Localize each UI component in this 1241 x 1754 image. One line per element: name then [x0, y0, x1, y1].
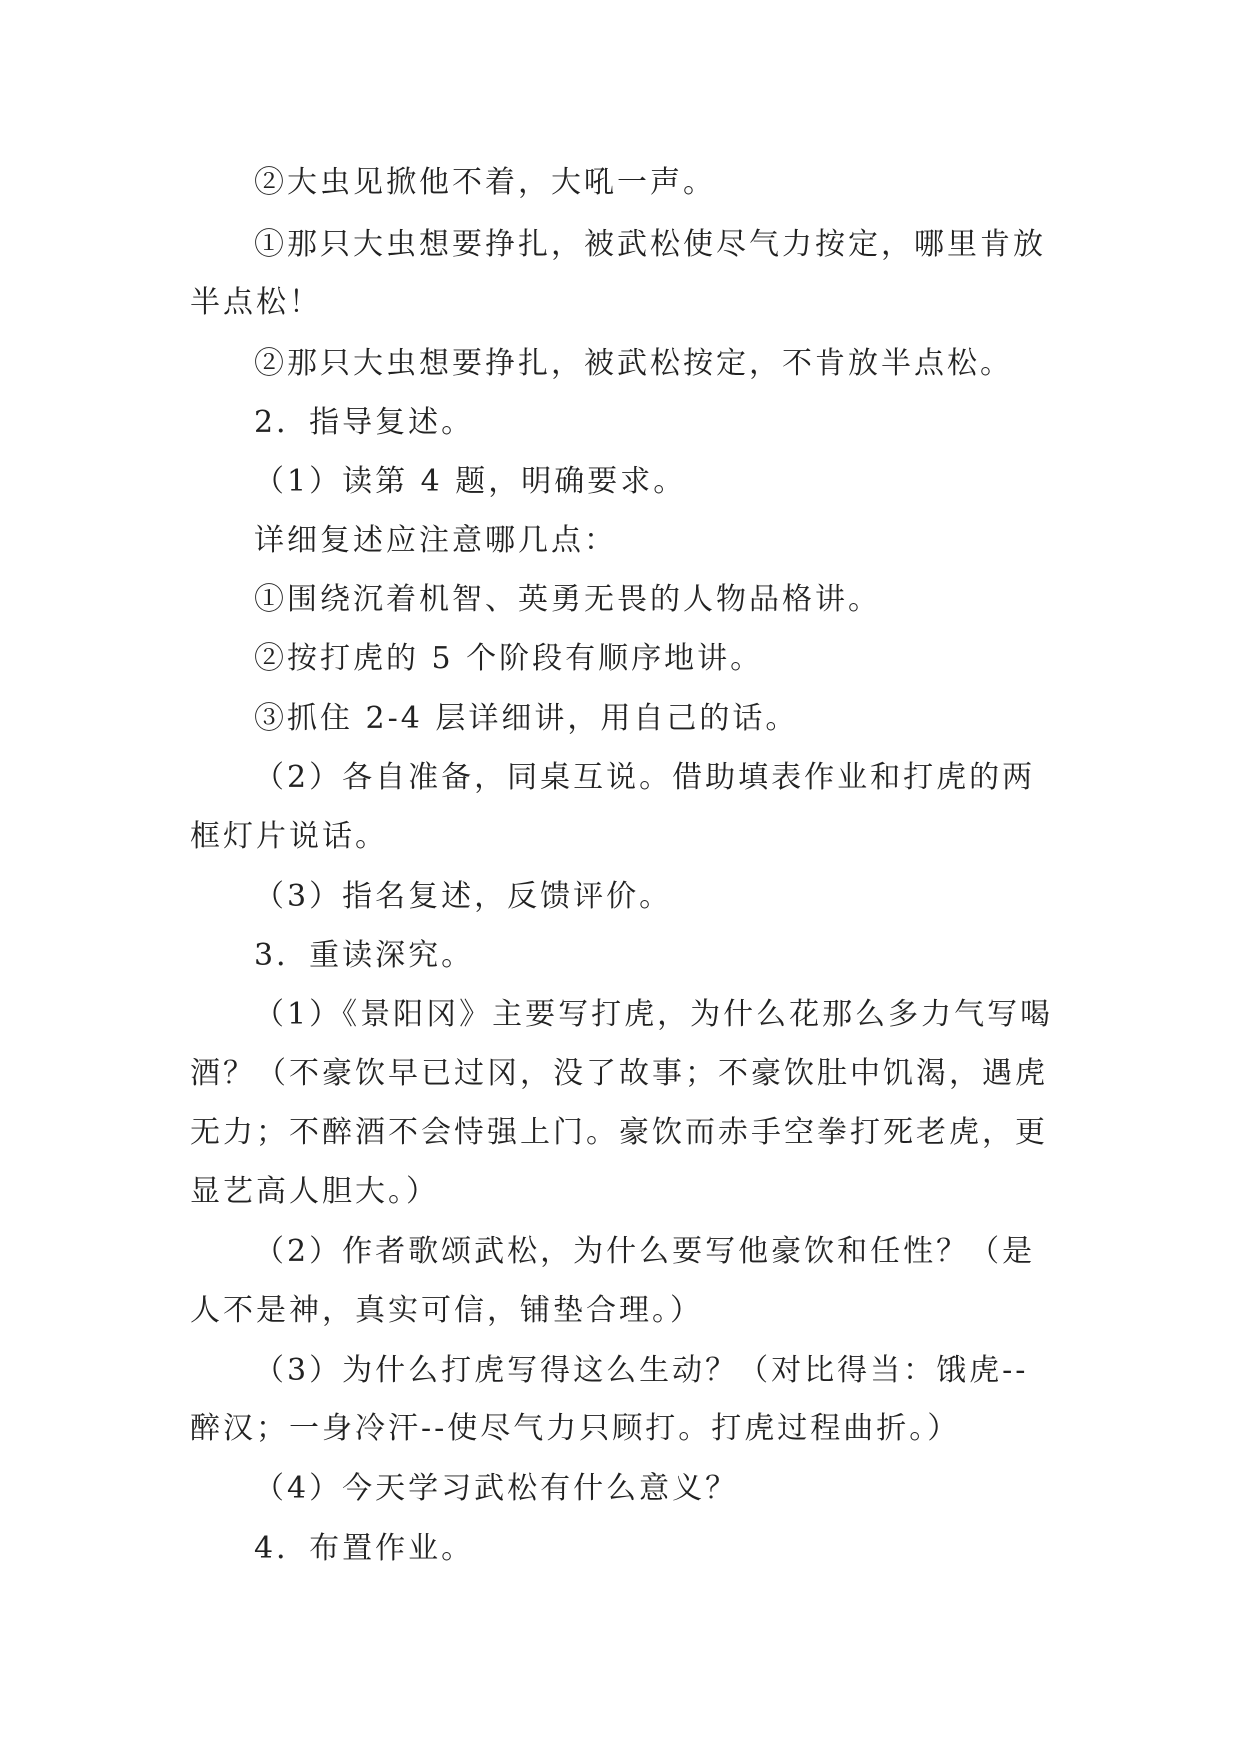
text-line: （1）读第 4 题，明确要求。 — [254, 464, 687, 499]
text-line: （3）为什么打虎写得这么生动？（对比得当：饿虎-- — [254, 1353, 1029, 1388]
text-line: （4）今天学习武松有什么意义？ — [254, 1471, 739, 1506]
text-line: （1）《景阳冈》主要写打虎，为什么花那么多力气写喝 — [254, 997, 1054, 1032]
text-line: ②按打虎的 5 个阶段有顺序地讲。 — [254, 641, 764, 676]
text-line: 半点松！ — [190, 285, 322, 320]
text-line: ①那只大虫想要挣扎，被武松使尽气力按定，哪里肯放 — [254, 227, 1046, 262]
text-line: （2）作者歌颂武松，为什么要写他豪饮和任性？（是 — [254, 1234, 1036, 1269]
text-line: ②大虫见掀他不着，大吼一声。 — [254, 165, 716, 200]
text-line: ①围绕沉着机智、英勇无畏的人物品格讲。 — [254, 582, 881, 617]
text-line: 2．指导复述。 — [254, 405, 475, 440]
text-line: 框灯片说话。 — [190, 819, 388, 854]
text-line: 4．布置作业。 — [254, 1531, 475, 1566]
text-line: 醉汉；一身冷汗--使尽气力只顾打。打虎过程曲折。） — [190, 1411, 961, 1446]
text-line: 酒？（不豪饮早已过冈，没了故事；不豪饮肚中饥渴，遇虎 — [190, 1056, 1048, 1091]
text-line: （3）指名复述，反馈评价。 — [254, 879, 673, 914]
text-line: （2）各自准备，同桌互说。借助填表作业和打虎的两 — [254, 760, 1036, 795]
text-line: 无力；不醉酒不会恃强上门。豪饮而赤手空拳打死老虎，更 — [190, 1115, 1048, 1150]
text-line: 3．重读深究。 — [254, 938, 475, 973]
text-line: 详细复述应注意哪几点： — [254, 523, 617, 558]
text-line: ③抓住 2-4 层详细讲，用自己的话。 — [254, 701, 799, 736]
text-line: 人不是神，真实可信，铺垫合理。） — [190, 1293, 703, 1328]
text-line: ②那只大虫想要挣扎，被武松按定，不肯放半点松。 — [254, 346, 1013, 381]
text-line: 显艺高人胆大。） — [190, 1174, 439, 1209]
